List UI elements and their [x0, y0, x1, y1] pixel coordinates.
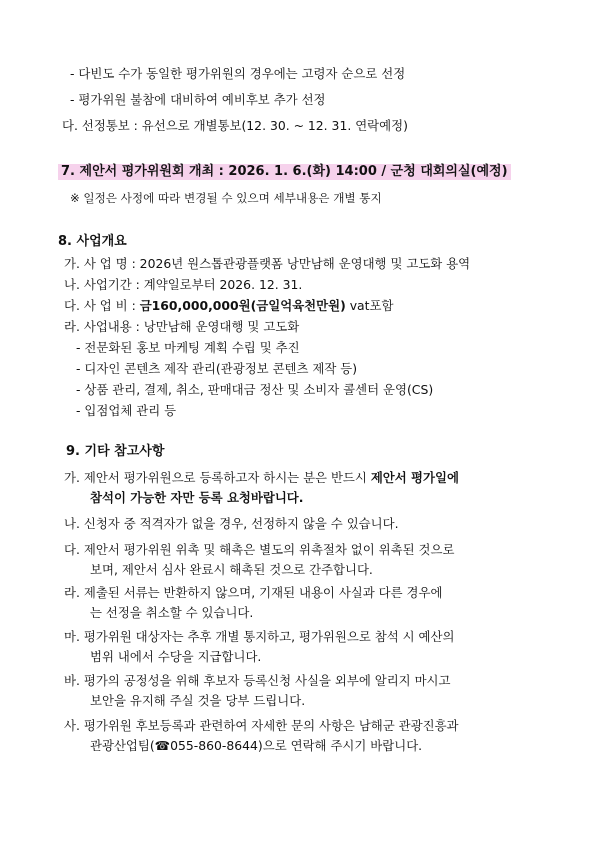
selection-rule-reserve: - 평가위원 불참에 대비하여 예비후보 추가 선정 — [70, 92, 326, 107]
section-9-title: 9. 기타 참고사항 — [66, 444, 165, 459]
list-item: - 디자인 콘텐츠 제작 관리(관광정보 콘텐츠 제작 등) — [76, 361, 358, 376]
section-7-title: 7. 제안서 평가위원회 개최 : 2026. 1. 6.(화) 14:00 / 군청 대회의실(예정) — [58, 164, 511, 180]
note-a-emphasis: 제안서 평가일에 — [370, 470, 459, 485]
project-budget-label: 다. 사 업 비 : — [64, 298, 140, 313]
project-period: 나. 사업기간 : 계약일로부터 2026. 12. 31. — [64, 277, 303, 292]
project-budget — [64, 298, 393, 314]
note-g-line-1: 사. 평가위원 후보등록과 관련하여 자세한 문의 사항은 남해군 관광진흥과 — [64, 718, 459, 733]
note-a-text: 가. 제안서 평가위원으로 등록하고자 하시는 분은 반드시 — [64, 470, 371, 485]
selection-rule-tiebreak: - 다빈도 수가 동일한 평가위원의 경우에는 고령자 순으로 선정 — [70, 66, 406, 81]
project-budget-amount: 금160,000,000원(금일억육천만원) — [139, 298, 346, 313]
note-b: 나. 신청자 중 적격자가 없을 경우, 선정하지 않을 수 있습니다. — [64, 516, 399, 531]
project-name: 가. 사 업 명 : 2026년 원스톱관광플랫폼 낭만남해 운영대행 및 고도화 용역 — [64, 256, 471, 271]
selection-notice: 다. 선정통보 : 유선으로 개별통보(12. 30. ~ 12. 31. 연락예정) — [62, 118, 408, 133]
list-item: - 입점업체 관리 등 — [76, 403, 177, 418]
note-f-line-1: 바. 평가의 공정성을 위해 후보자 등록신청 사실을 외부에 알리지 마시고 — [64, 673, 451, 688]
schedule-note: ※ 일정은 사정에 따라 변경될 수 있으며 세부내용은 개별 통지 — [70, 191, 382, 205]
note-d-line-1: 라. 제출된 서류는 반환하지 않으며, 기재된 내용이 사실과 다른 경우에 — [64, 585, 443, 600]
note-c-line-1: 다. 제안서 평가위원 위촉 및 해촉은 별도의 위촉절차 없이 위촉된 것으로 — [64, 542, 455, 557]
note-e-line-2: 범위 내에서 수당을 지급합니다. — [90, 649, 262, 664]
section-8-title: 8. 사업개요 — [58, 234, 127, 249]
list-item: - 상품 관리, 결제, 취소, 판매대금 정산 및 소비자 콜센터 운영(CS) — [76, 382, 434, 397]
note-c-line-2: 보며, 제안서 심사 완료시 해촉된 것으로 간주합니다. — [90, 562, 373, 577]
note-d-line-2: 는 선정을 취소할 수 있습니다. — [90, 605, 254, 620]
note-g-line-2: 관광산업팀(☎055-860-8644)으로 연락해 주시기 바랍니다. — [90, 738, 423, 753]
note-a-line-1 — [64, 470, 459, 486]
note-a-line-2: 참석이 가능한 자만 등록 요청바랍니다. — [90, 490, 304, 505]
project-content: 라. 사업내용 : 낭만남해 운영대행 및 고도화 — [64, 319, 300, 334]
list-item: - 전문화된 홍보 마케팅 계획 수립 및 추진 — [76, 340, 300, 355]
note-f-line-2: 보안을 유지해 주실 것을 당부 드립니다. — [90, 693, 306, 708]
project-budget-vat: vat포함 — [345, 298, 394, 313]
note-e-line-1: 마. 평가위원 대상자는 추후 개별 통지하고, 평가위원으로 참석 시 예산의 — [64, 629, 455, 644]
